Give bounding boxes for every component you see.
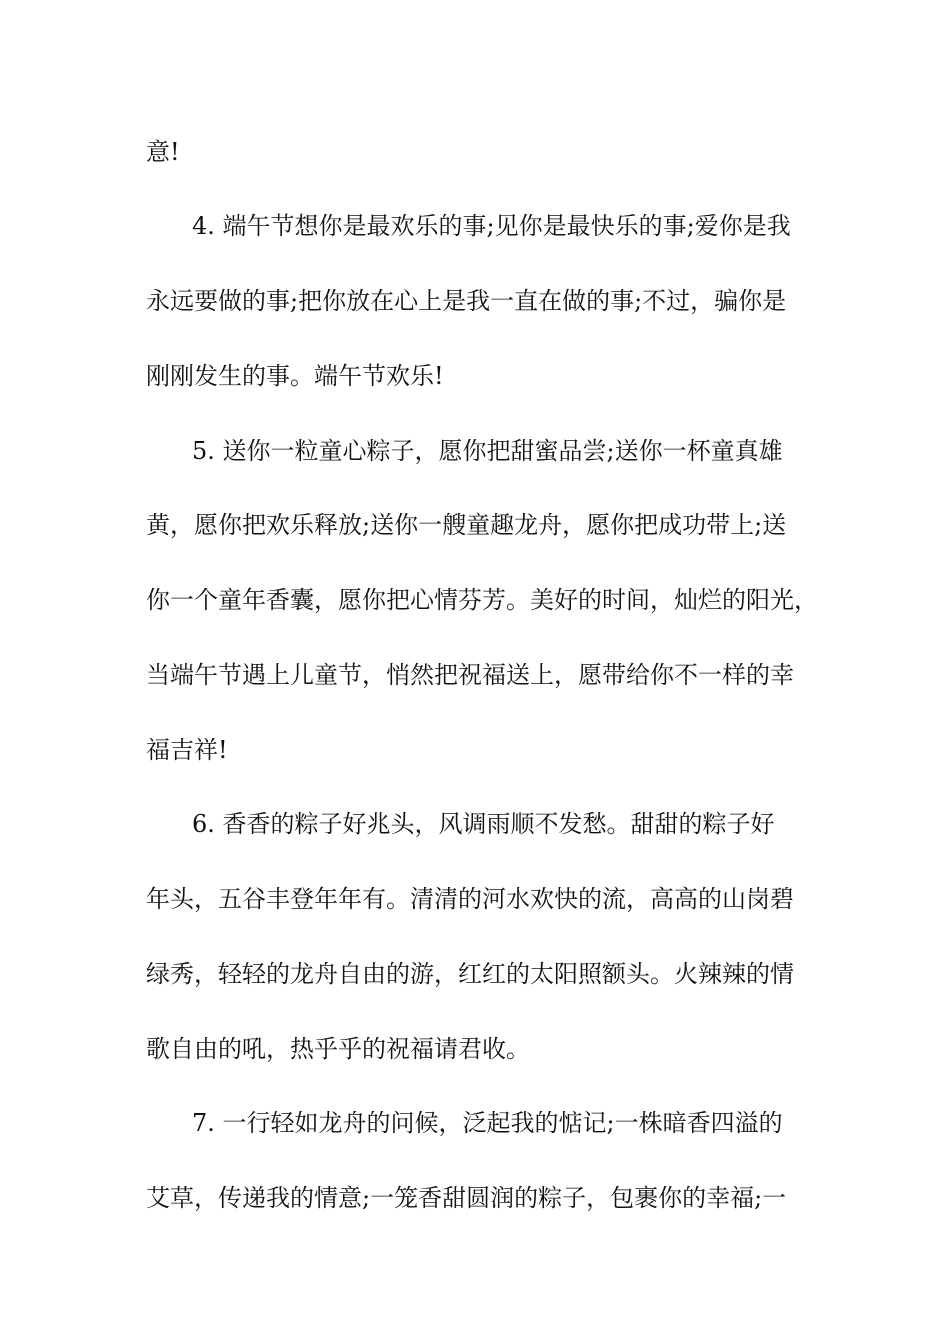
text-line: 年头，五谷丰登年年有。清清的河水欢快的流，高高的山岗碧 — [146, 885, 794, 913]
text-line: 当端午节遇上儿童节，悄然把祝福送上，愿带给你不一样的幸 — [146, 661, 794, 689]
text-line: 福吉祥! — [146, 736, 228, 764]
text-line: 刚刚发生的事。端午节欢乐! — [146, 362, 444, 390]
text-line: 永远要做的事;把你放在心上是我一直在做的事;不过，骗你是 — [146, 287, 787, 315]
text-line: 绿秀，轻轻的龙舟自由的游，红红的太阳照额头。火辣辣的情 — [146, 960, 794, 988]
text-line: 你一个童年香囊，愿你把心情芬芳。美好的时间，灿烂的阳光， — [146, 586, 818, 614]
text-line: 5. 送你一粒童心粽子，愿你把甜蜜品尝;送你一杯童真雄 — [192, 437, 783, 465]
text-line: 艾草，传递我的情意;一笼香甜圆润的粽子，包裹你的幸福;一 — [146, 1184, 787, 1212]
text-line: 6. 香香的粽子好兆头，风调雨顺不发愁。甜甜的粽子好 — [192, 810, 775, 838]
text-line: 歌自由的吼，热乎乎的祝福请君收。 — [146, 1035, 530, 1063]
text-line: 黄，愿你把欢乐释放;送你一艘童趣龙舟，愿你把成功带上;送 — [146, 511, 787, 539]
text-line: 7. 一行轻如龙舟的问候，泛起我的惦记;一株暗香四溢的 — [192, 1109, 783, 1137]
text-line: 4. 端午节想你是最欢乐的事;见你是最快乐的事;爱你是我 — [192, 212, 791, 240]
text-line: 意! — [146, 138, 180, 166]
